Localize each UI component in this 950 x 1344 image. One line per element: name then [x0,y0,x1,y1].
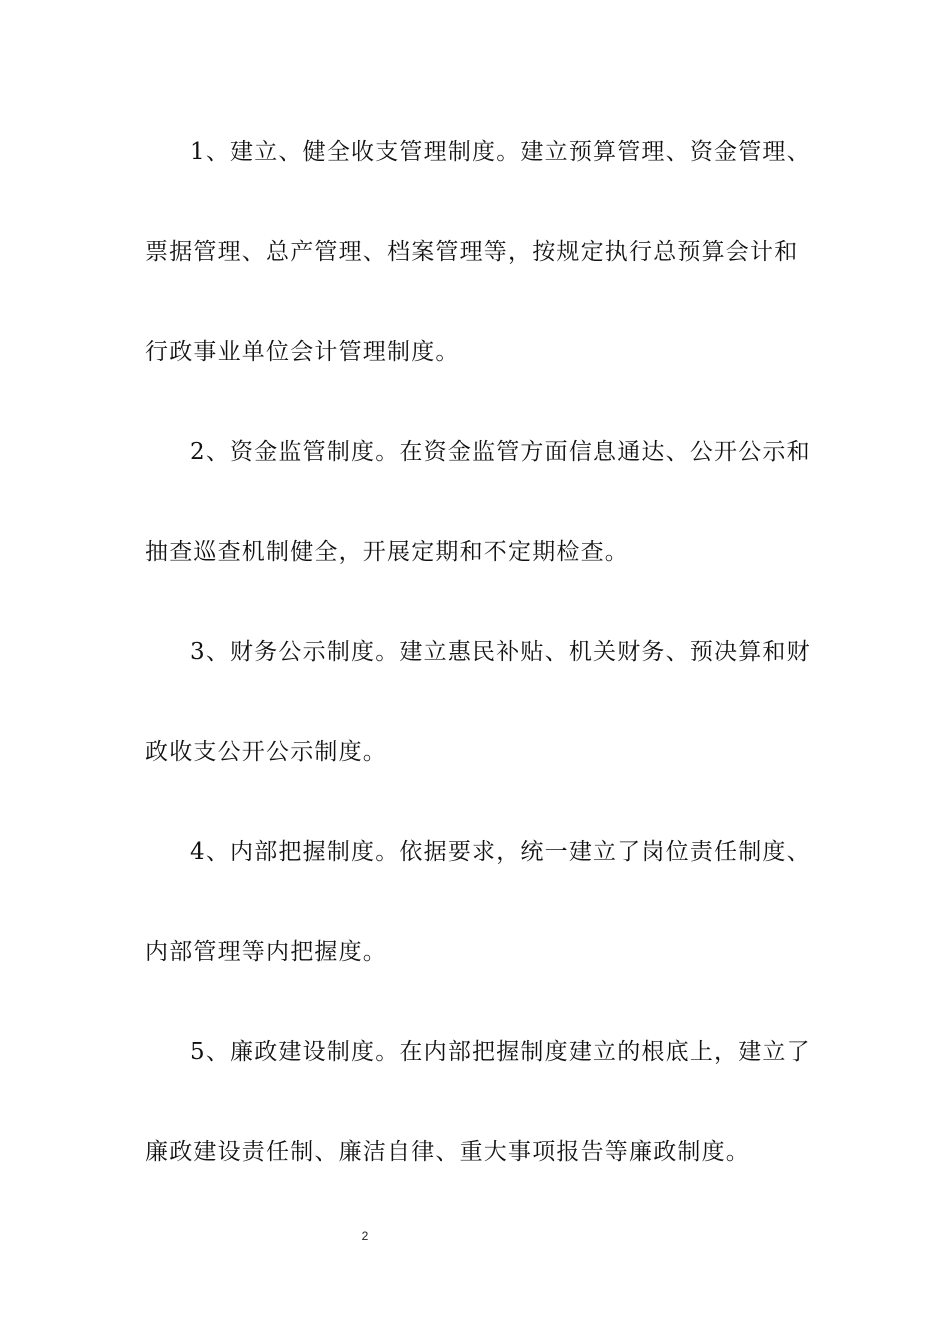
paragraph-2-line-1: 2、资金监管制度。在资金监管方面信息通达、公开公示和 [190,439,811,465]
paragraph-5-line-2: 廉政建设责任制、廉洁自律、重大事项报告等廉政制度。 [145,1139,750,1165]
paragraph-1-line-3: 行政事业单位会计管理制度。 [145,339,460,365]
paragraph-3-line-2: 政收支公开公示制度。 [145,739,387,765]
page-number: 2 [361,1229,369,1243]
paragraph-5-line-1: 5、廉政建设制度。在内部把握制度建立的根底上，建立了 [190,1039,811,1065]
paragraph-4-line-2: 内部管理等内把握度。 [145,939,387,965]
paragraph-1-line-2: 票据管理、总产管理、档案管理等，按规定执行总预算会计和 [145,239,799,265]
paragraph-2-line-2: 抽查巡查机制健全，开展定期和不定期检查。 [145,539,629,565]
paragraph-4-line-1: 4、内部把握制度。依据要求，统一建立了岗位责任制度、 [190,839,811,865]
paragraph-3-line-1: 3、财务公示制度。建立惠民补贴、机关财务、预决算和财 [190,639,811,665]
paragraph-1-line-1: 1、建立、健全收支管理制度。建立预算管理、资金管理、 [190,139,811,165]
